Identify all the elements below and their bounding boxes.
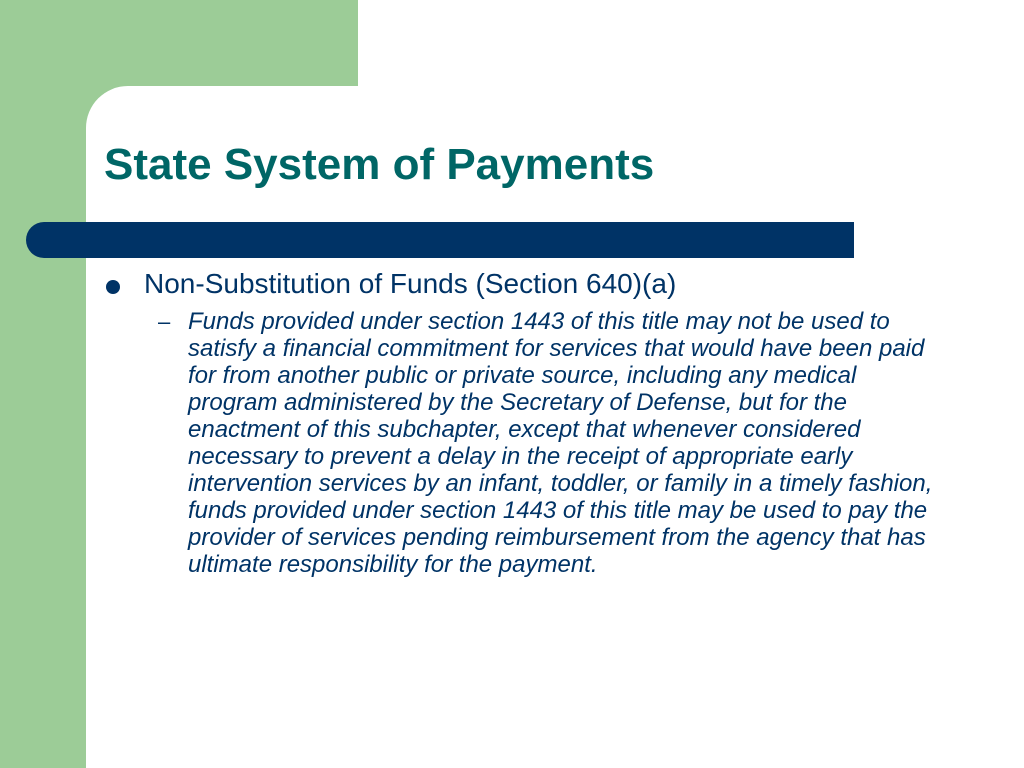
dash-marker: – bbox=[158, 309, 171, 334]
bullet-item bbox=[106, 266, 986, 302]
sub-bullet-item bbox=[158, 308, 948, 578]
slide-title: State System of Payments bbox=[104, 140, 655, 189]
sub-bullet-text: Funds provided under section 1443 of this title may not be used to satisfy a financial commitment for services that would have been paid for from another public or private source, including any medical program administered by the Secretary of Defense, but for the enactment of this subchapter, except that whenever considered necessary to prevent a delay in the receipt of appropriate early intervention services by an infant, toddler, or family in a timely fashion, funds provided under section 1443 of this title may be used to pay the provider of services pending reimbursement from the agency that has ultimate responsibility for the payment. bbox=[188, 308, 933, 578]
title-divider-bar bbox=[26, 222, 854, 258]
bullet-text: Non-Substitution of Funds (Section 640)(a) bbox=[144, 268, 677, 299]
bullet-dot-icon bbox=[106, 280, 120, 294]
